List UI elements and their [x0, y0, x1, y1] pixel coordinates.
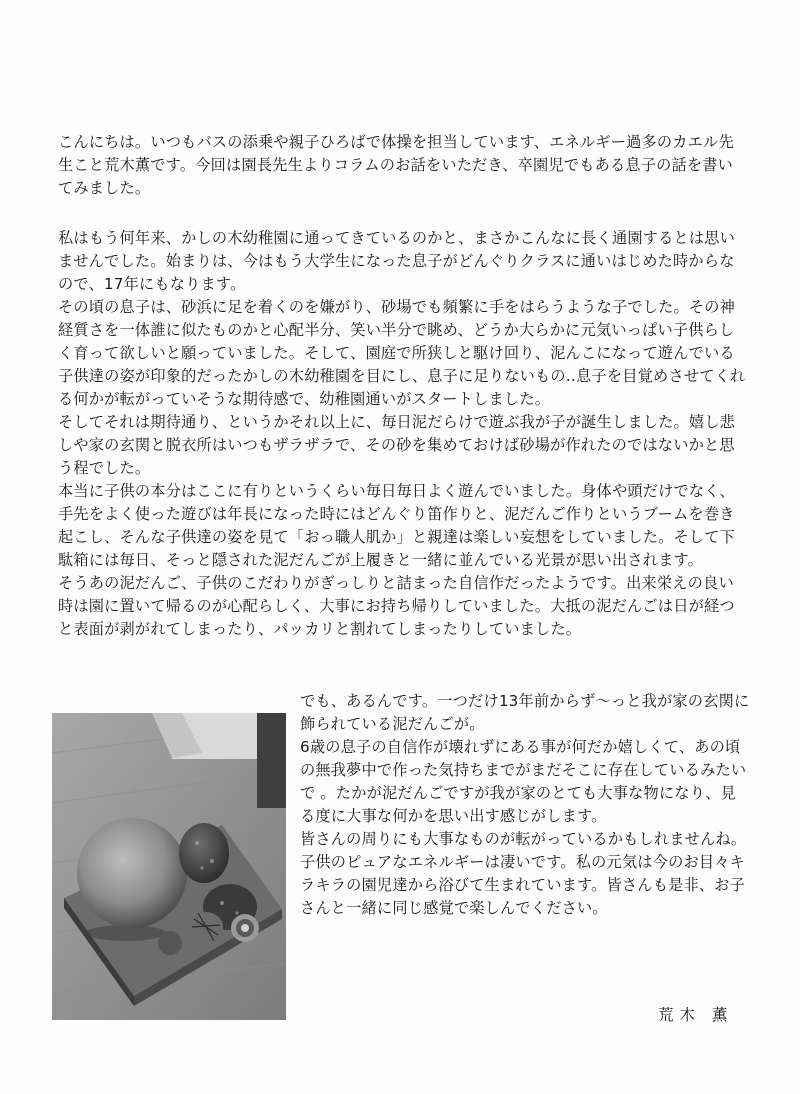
closing-paragraph: でも、あるんです。一つだけ13年前からず～っと我が家の玄関に飾られている泥だんごが。 6歳の息子の自信作が壊れずにある事が何だか嬉しくて、あの頃の無我夢中で作った気持ちまでがまだそこに存在しているみたいで 。たかが泥だんごですが我が家のとても大事な物になり、見る度に大事な何かを思い出す感じがします。 皆さんの周りにも大事なものが転がっているかもしれませんね。子供のピュアなエネルギーは凄いです。私の元気は今のお目々キラキラの園児達から浴びて生まれています。皆さんも是非、お子さんと一緒に同じ感覚で楽しんでください。 — [300, 692, 750, 917]
author-signature: 荒木 薫 — [658, 1006, 734, 1024]
main-story-paragraph: 私はもう何年来、かしの木幼稚園に通ってきているのかと、まさかこんなに長く通園するとは思いませんでした。始まりは、今はもう大学生になった息子がどんぐりクラスに通いはじめた時からなので、17年にもなります。 その頃の息子は、砂浜に足を着くのを嫌がり、砂場でも頻繁に手をはらうような子でした。その神経質さを一体誰に似たものかと心配半分、笑い半分で眺め、どうか大らかに元気いっぱい子供らしく育って欲しいと願っていました。そして、園庭で所狭しと駆け回り、泥んこになって遊んでいる子供達の姿が印象的だったかしの木幼稚園を目にし、息子に足りないもの‥息子を目覚めさせてくれる何かが転がっていそうな期待感で、幼稚園通いがスタートしました。 そしてそれは期待通り、というかそれ以上に、毎日泥だらけで遊ぶ我が子が誕生しました。嬉し悲しや家の玄関と脱衣所はいつもザラザラで、その砂を集めておけば砂場が作れたのではないかと思う程でした。 本当に子供の本分はここに有りというくらい毎日毎日よく遊んでいました。身体や頭だけでなく、手先をよく使った遊びは年長になった時にはどんぐり笛作りと、泥だんご作りというブームを巻き起こし、そんな子供達の姿を見て「おっ職人肌か」と親達は楽しい妄想をしていました。そして下駄箱には毎日、そっと隠された泥だんごが上履きと一緒に並んでいる光景が思い出されます。 そうあの泥だんご、子供のこだわりがぎっしりと詰まった自信作だったようです。出来栄えの良い時は園に置いて帰るのが心配らしく、大事にお持ち帰りしていました。大抵の泥だんごは日が経つと表面が剥がれてしまったり、パッカリと割れてしまったりしていました。 — [58, 229, 746, 638]
intro-paragraph: こんにちは。いつもバスの添乗や親子ひろばで体操を担当しています、エネルギー過多のカエル先生こと荒木薫です。今回は園長先生よりコラムのお話をいただき、卒園児でもある息子の話を書いてみました。 — [58, 133, 734, 197]
mud-dumpling-photo — [52, 713, 286, 1020]
